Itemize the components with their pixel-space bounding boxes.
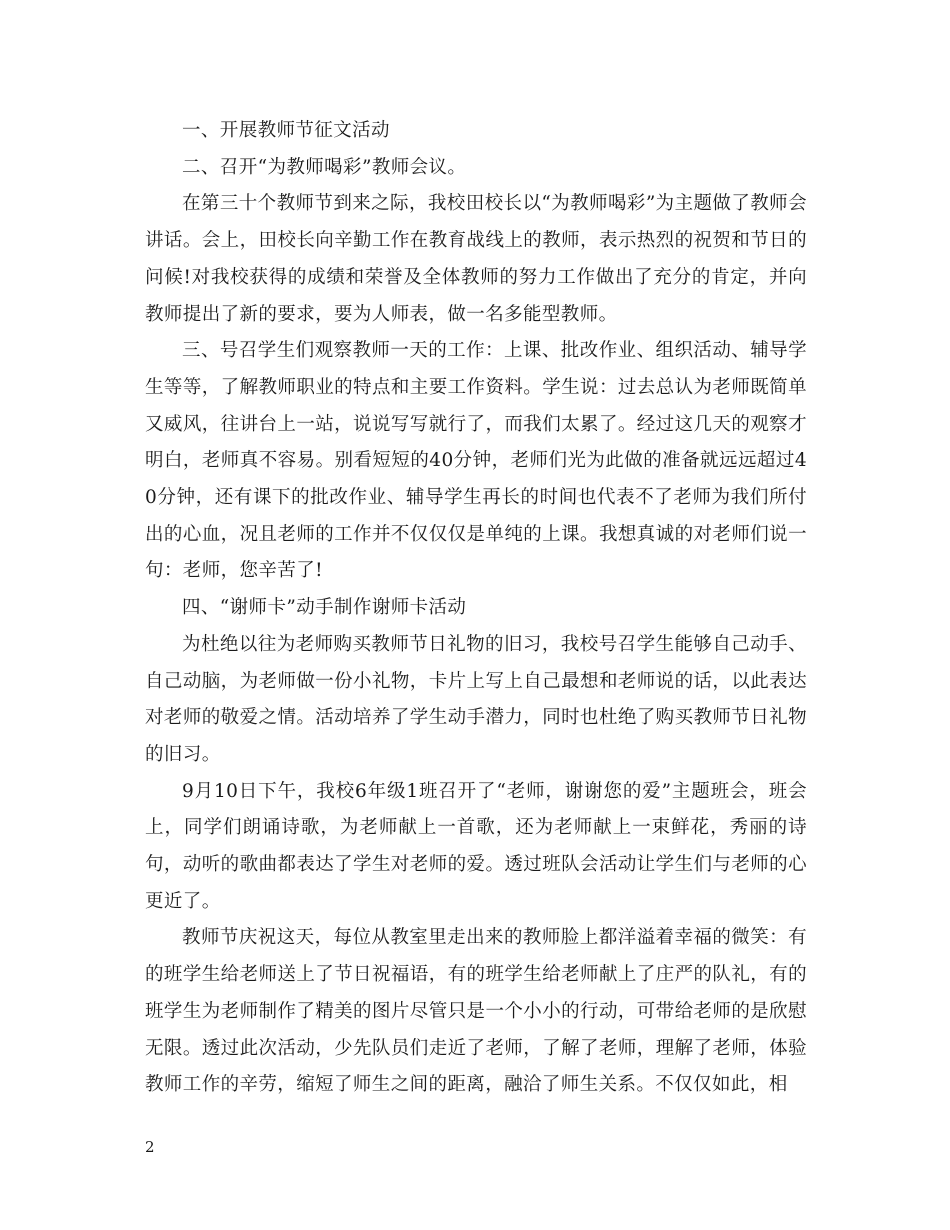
document-body	[145, 113, 807, 1104]
paragraph-celebration-day: 教师节庆祝这天，每位从教室里走出来的教师脸上都洋溢着幸福的微笑：有的班学生给老师送上了节日祝福语，有的班学生给老师献上了庄严的队礼，有的班学生为老师制作了精美的图片尽管只是一个小小的行动，可带给老师的是欣慰无限。透过此次活动，少先队员们走近了老师，了解了老师，理解了老师，体验教师工作的辛劳，缩短了师生之间的距离，融洽了师生关系。不仅仅如此，相	[145, 927, 807, 1096]
paragraph-principal-speech: 在第三十个教师节到来之际，我校田校长以“为教师喝彩”为主题做了教师会讲话。会上，田校长向辛勤工作在教育战线上的教师，表示热烈的祝贺和节日的问候!对我校获得的成绩和荣誉及全体教师的努力工作做出了充分的肯定，并向教师提出了新的要求，要为人师表，做一名多能型教师。	[145, 193, 807, 325]
paragraph-class-meeting: 9月10日下午，我校6年级1班召开了“老师，谢谢您的爱”主题班会，班会上，同学们朗诵诗歌，为老师献上一首歌，还为老师献上一束鲜花，秀丽的诗句，动听的歌曲都表达了学生对老师的爱。透过班队会活动让学生们与老师的心更近了。	[145, 780, 807, 912]
paragraph-observe-teachers: 三、号召学生们观察教师一天的工作：上课、批改作业、组织活动、辅导学生等等，了解教师职业的特点和主要工作资料。学生说：过去总认为老师既简单又威风，往讲台上一站，说说写写就行了，而我们太累了。经过这几天的观察才明白，老师真不容易。别看短短的40分钟，老师们光为此做的准备就远远超过40分钟，还有课下的批改作业、辅导学生再长的时间也代表不了老师为我们所付出的心血，况且老师的工作并不仅仅仅是单纯的上课。我想真诚的对老师们说一句：老师，您辛苦了!	[145, 340, 807, 582]
heading-essay-activity: 一、开展教师节征文活动	[182, 120, 390, 141]
heading-thank-you-card: 四、“谢师卡”动手制作谢师卡活动	[182, 597, 467, 619]
page-number: 2	[145, 1138, 155, 1156]
paragraph-handmade-gifts: 为杜绝以往为老师购买教师节日礼物的旧习，我校号召学生能够自己动手、自己动脑，为老师做一份小礼物，卡片上写上自己最想和老师说的话，以此表达对老师的敬爱之情。活动培养了学生动手潜力，同时也杜绝了购买教师节日礼物的旧习。	[145, 633, 807, 765]
heading-teacher-meeting: 二、召开“为教师喝彩”教师会议。	[182, 156, 467, 178]
